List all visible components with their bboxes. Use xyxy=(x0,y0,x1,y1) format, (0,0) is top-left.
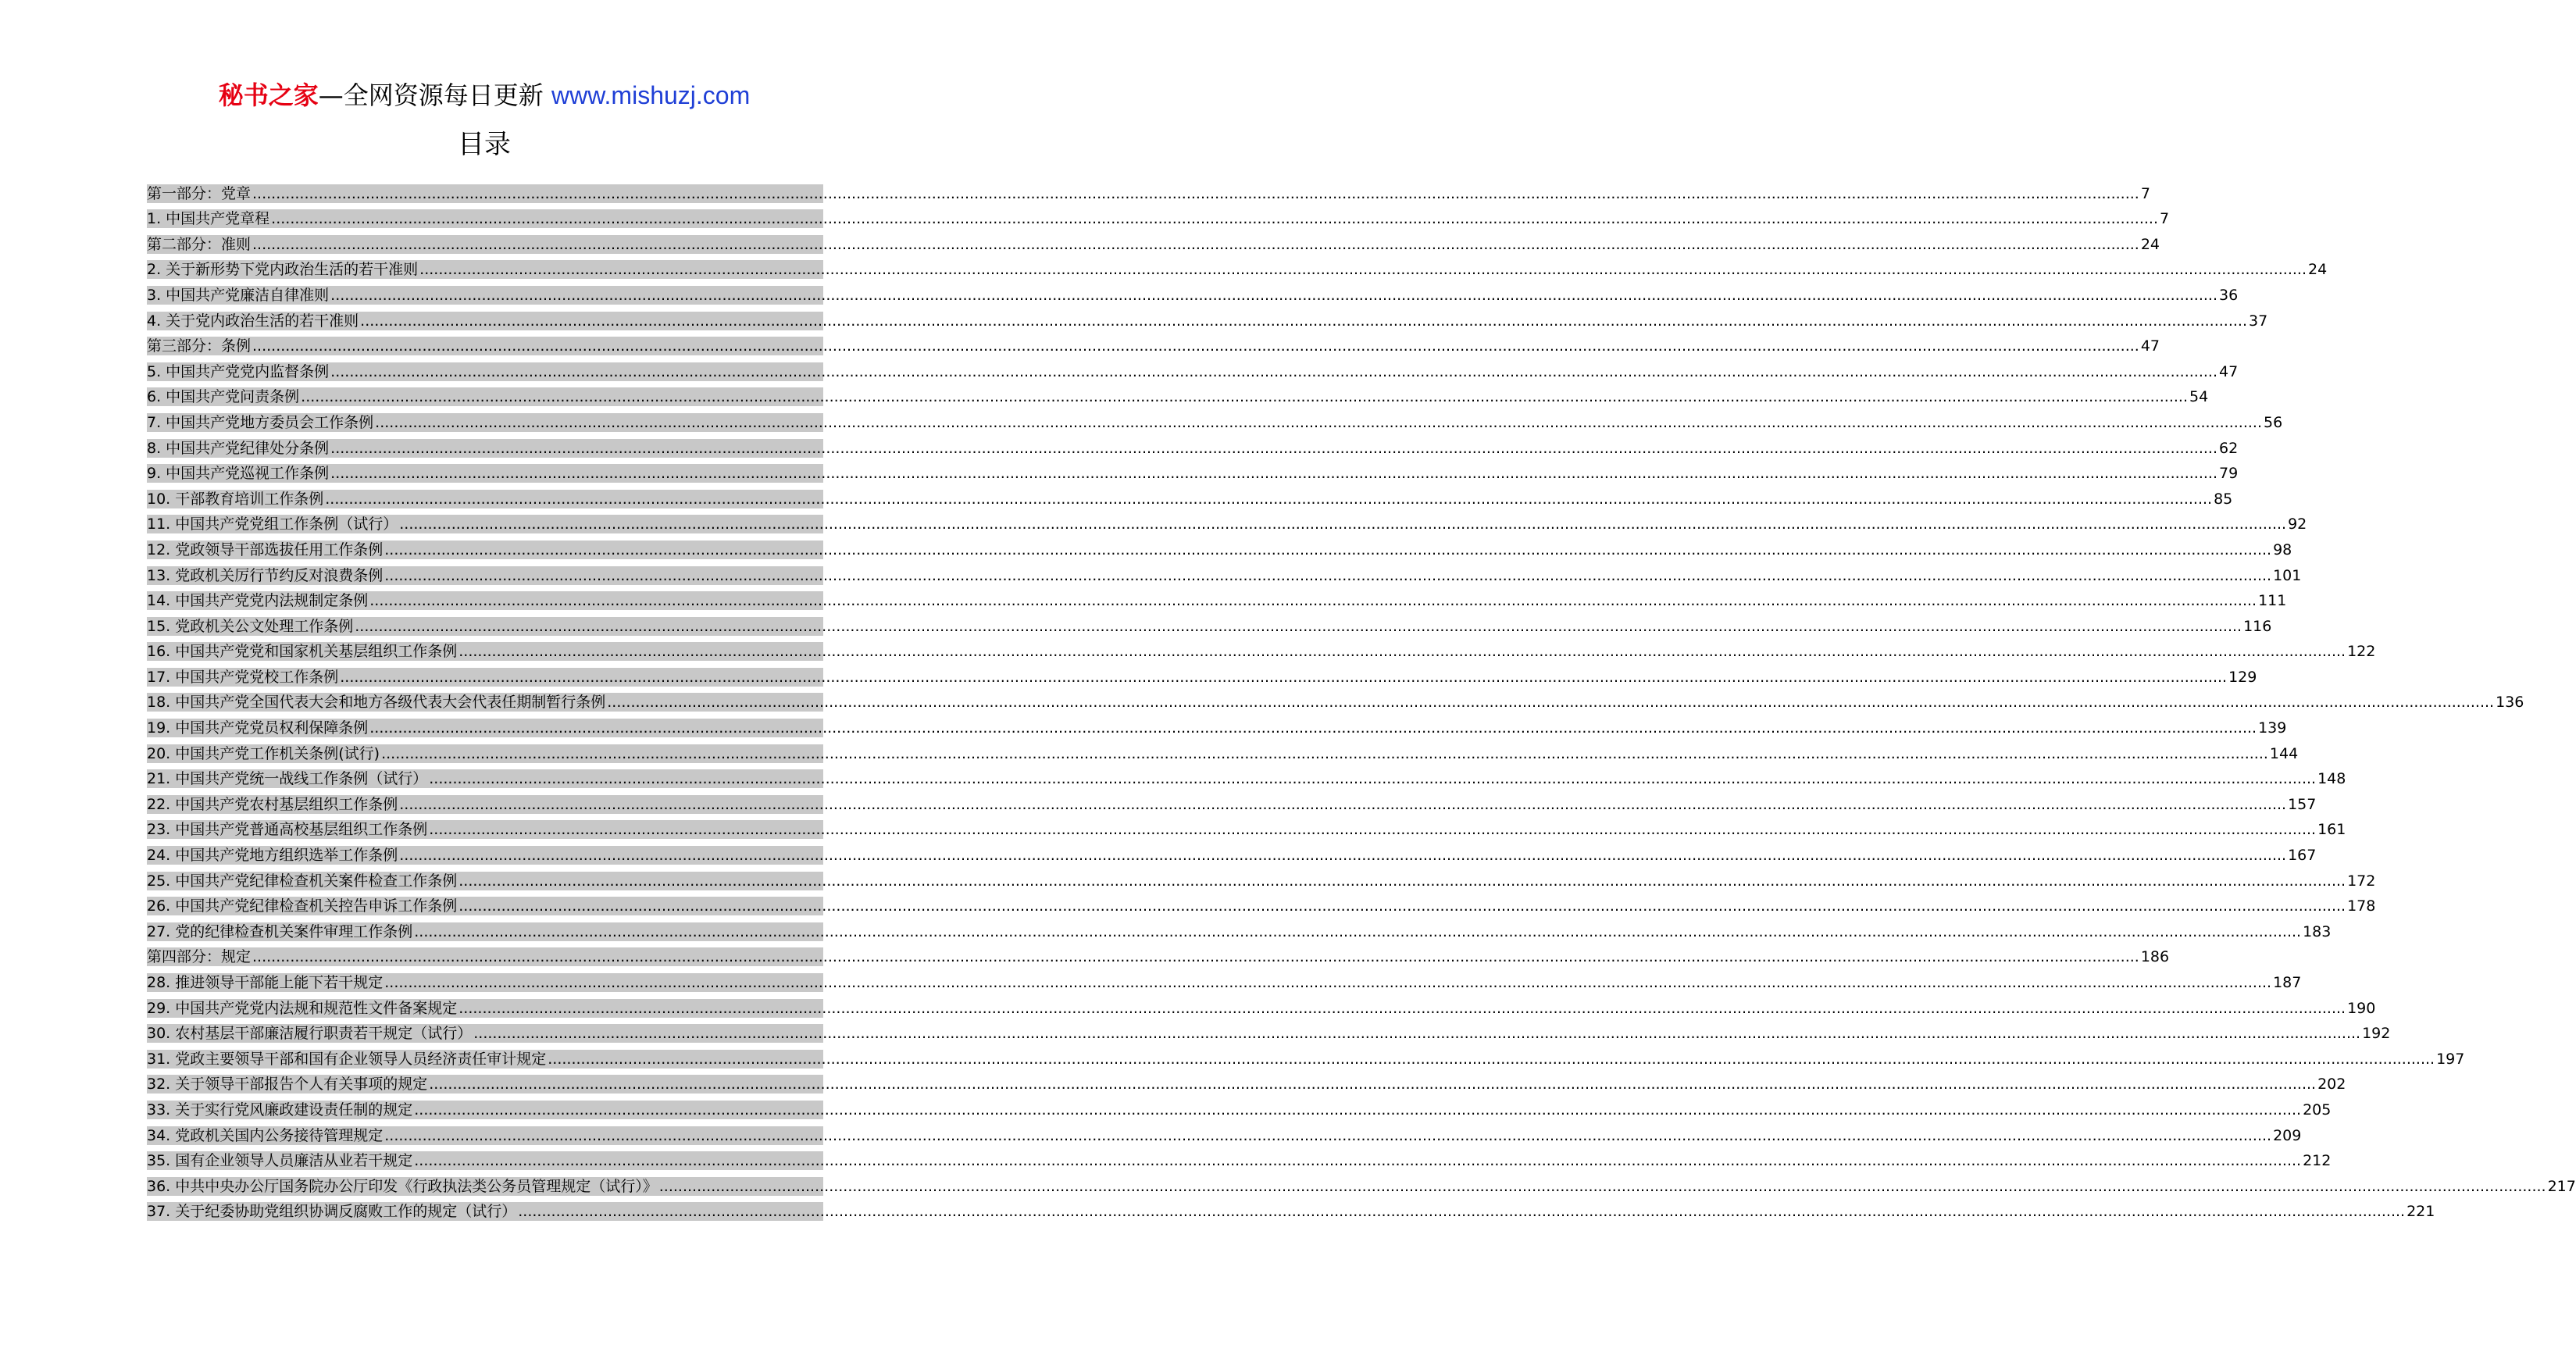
toc-dot-leader: ................................................................................................................................................................................................................................................................................................................................................................................................................ xyxy=(271,210,2158,228)
toc-entry-title: 第一部分：党章 xyxy=(147,184,252,202)
toc-entry-page-number: 37 xyxy=(2249,312,2268,330)
toc-entry-title: 35. 国有企业领导人员廉洁从业若干规定 xyxy=(147,1152,413,1170)
toc-dot-leader: ................................................................................................................................................................................................................................................................................................................................................................................................................ xyxy=(384,974,2272,991)
toc-entry-title: 29. 中国共产党党内法规和规范性文件备案规定 xyxy=(147,999,458,1017)
toc-entry[interactable] xyxy=(147,992,2376,1018)
toc-entry-title: 5. 中国共产党党内监督条例 xyxy=(147,362,330,380)
toc-dot-leader: ................................................................................................................................................................................................................................................................................................................................................................................................................ xyxy=(301,388,2188,406)
toc-entry-link[interactable] xyxy=(147,820,2346,839)
toc-entry[interactable] xyxy=(147,712,2287,737)
toc-dot-leader: ................................................................................................................................................................................................................................................................................................................................................................................................................ xyxy=(330,439,2217,457)
toc-entry-page-number: 205 xyxy=(2303,1101,2332,1118)
toc-entry-link[interactable] xyxy=(147,235,2160,254)
toc-entry[interactable] xyxy=(147,763,2346,789)
toc-entry-page-number: 62 xyxy=(2219,439,2239,457)
toc-entry-page-number: 186 xyxy=(2140,948,2170,966)
toc-entry-link[interactable] xyxy=(147,897,2376,915)
toc-entry-title: 2. 关于新形势下党内政治生活的若干准则 xyxy=(147,261,419,279)
toc-entry-title: 9. 中国共产党巡视工作条例 xyxy=(147,465,330,483)
toc-entry[interactable] xyxy=(147,203,2170,229)
toc-dot-leader: ................................................................................................................................................................................................................................................................................................................................................................................................................ xyxy=(252,184,2139,202)
toc-entry-title: 31. 党政主要领导干部和国有企业领导人员经济责任审计规定 xyxy=(147,1050,547,1068)
toc-entry[interactable] xyxy=(147,1069,2346,1094)
toc-entry-page-number: 7 xyxy=(2140,184,2150,202)
toc-entry[interactable] xyxy=(147,585,2287,611)
site-tagline: —全网资源每日更新 xyxy=(318,80,551,110)
toc-dot-leader: ................................................................................................................................................................................................................................................................................................................................................................................................................ xyxy=(399,795,2287,813)
toc-dot-leader: ................................................................................................................................................................................................................................................................................................................................................................................................................ xyxy=(355,617,2242,635)
toc-entry[interactable] xyxy=(147,1043,2465,1069)
toc-entry[interactable] xyxy=(147,890,2376,916)
toc-entry[interactable] xyxy=(147,406,2283,432)
toc-dot-leader: ................................................................................................................................................................................................................................................................................................................................................................................................................ xyxy=(429,770,2317,788)
toc-dot-leader: ................................................................................................................................................................................................................................................................................................................................................................................................................ xyxy=(458,897,2346,915)
toc-entry-link[interactable] xyxy=(147,973,2302,992)
toc-entry-title: 4. 关于党内政治生活的若干准则 xyxy=(147,312,359,330)
toc-entry-link[interactable] xyxy=(147,1024,2391,1043)
toc-entry-title: 30. 农村基层干部廉洁履行职责若干规定（试行） xyxy=(147,1025,473,1043)
toc-dot-leader: ................................................................................................................................................................................................................................................................................................................................................................................................................ xyxy=(330,465,2217,483)
toc-entry-page-number: 212 xyxy=(2303,1152,2332,1170)
toc-entry-title: 19. 中国共产党党员权利保障条例 xyxy=(147,719,369,737)
toc-entry-page-number: 36 xyxy=(2219,286,2239,304)
toc-entry-title: 34. 党政机关国内公务接待管理规定 xyxy=(147,1126,384,1144)
toc-entry-title: 第四部分：规定 xyxy=(147,948,252,966)
toc-entry-link[interactable] xyxy=(147,1126,2302,1145)
toc-entry[interactable] xyxy=(147,228,2160,254)
toc-entry-page-number: 111 xyxy=(2258,592,2287,610)
toc-dot-leader: ................................................................................................................................................................................................................................................................................................................................................................................................................ xyxy=(414,1101,2302,1118)
toc-entry-page-number: 47 xyxy=(2219,362,2239,380)
toc-entry-link[interactable] xyxy=(147,744,2299,763)
toc-entry[interactable] xyxy=(147,483,2233,508)
toc-entry-title: 10. 干部教育培训工作条例 xyxy=(147,490,324,508)
toc-entry-title: 33. 关于实行党风廉政建设责任制的规定 xyxy=(147,1101,413,1118)
toc-entry[interactable] xyxy=(147,1018,2391,1044)
toc-entry-title: 25. 中国共产党纪律检查机关案件检查工作条例 xyxy=(147,872,458,890)
toc-entry-page-number: 192 xyxy=(2362,1025,2391,1043)
toc-dot-leader: ................................................................................................................................................................................................................................................................................................................................................................................................................ xyxy=(384,1126,2272,1144)
toc-entry-title: 18. 中国共产党全国代表大会和地方各级代表大会代表任期制暂行条例 xyxy=(147,694,606,712)
toc-entry-title: 24. 中国共产党地方组织选举工作条例 xyxy=(147,847,398,865)
toc-dot-leader: ................................................................................................................................................................................................................................................................................................................................................................................................................ xyxy=(414,1152,2302,1170)
toc-entry-link[interactable] xyxy=(147,1202,2435,1221)
toc-entry-page-number: 172 xyxy=(2347,872,2376,890)
toc-entry-page-number: 85 xyxy=(2214,490,2233,508)
toc-entry-title: 22. 中国共产党农村基层组织工作条例 xyxy=(147,795,398,813)
toc-entry-page-number: 197 xyxy=(2436,1050,2465,1068)
toc-entry-link[interactable] xyxy=(147,846,2317,865)
toc-entry-link[interactable] xyxy=(147,999,2376,1018)
toc-entry-link[interactable] xyxy=(147,1177,2576,1196)
toc-entry-title: 8. 中国共产党纪律处分条例 xyxy=(147,439,330,457)
toc-entry-page-number: 187 xyxy=(2273,974,2302,991)
toc-entry-link[interactable] xyxy=(147,490,2233,508)
toc-entry-link[interactable] xyxy=(147,1101,2332,1119)
toc-entry-link[interactable] xyxy=(147,1050,2465,1069)
brand-name: 秘书之家 xyxy=(218,80,319,110)
toc-entry-title: 15. 党政机关公文处理工作条例 xyxy=(147,617,354,635)
toc-entry-link[interactable] xyxy=(147,719,2287,737)
toc-entry[interactable] xyxy=(147,610,2272,636)
toc-entry-title: 26. 中国共产党纪律检查机关控告申诉工作条例 xyxy=(147,897,458,915)
toc-entry[interactable] xyxy=(147,508,2307,534)
toc-entry-link[interactable] xyxy=(147,337,2160,355)
toc-entry-link[interactable] xyxy=(147,795,2317,814)
toc-dot-leader: ................................................................................................................................................................................................................................................................................................................................................................................................................ xyxy=(518,1203,2406,1221)
toc-entry-page-number: 24 xyxy=(2308,261,2328,279)
toc-entry-link[interactable] xyxy=(147,668,2257,687)
toc-entry-link[interactable] xyxy=(147,1151,2332,1170)
toc-dot-leader: ................................................................................................................................................................................................................................................................................................................................................................................................................ xyxy=(375,413,2262,431)
toc-entry[interactable] xyxy=(147,533,2292,559)
toc-entry-page-number: 148 xyxy=(2317,770,2346,788)
toc-entry-page-number: 116 xyxy=(2243,617,2272,635)
toc-entry[interactable] xyxy=(147,814,2346,840)
toc-dot-leader: ................................................................................................................................................................................................................................................................................................................................................................................................................ xyxy=(548,1050,2435,1068)
toc-entry-link[interactable] xyxy=(147,439,2239,458)
toc-entry[interactable] xyxy=(147,330,2160,356)
toc-dot-leader: ................................................................................................................................................................................................................................................................................................................................................................................................................ xyxy=(658,1177,2546,1195)
toc-entry-title: 3. 中国共产党廉洁自律准则 xyxy=(147,286,330,304)
toc-entry[interactable] xyxy=(147,1145,2332,1171)
toc-entry-title: 第三部分：条例 xyxy=(147,337,252,355)
table-of-contents xyxy=(147,177,2576,1221)
toc-dot-leader: ................................................................................................................................................................................................................................................................................................................................................................................................................ xyxy=(384,566,2272,584)
toc-entry[interactable] xyxy=(147,1119,2302,1145)
toc-dot-leader: ................................................................................................................................................................................................................................................................................................................................................................................................................ xyxy=(399,516,2287,533)
toc-entry[interactable] xyxy=(147,381,2209,407)
toc-entry[interactable] xyxy=(147,737,2299,763)
toc-entry-link[interactable] xyxy=(147,387,2209,406)
toc-dot-leader: ................................................................................................................................................................................................................................................................................................................................................................................................................ xyxy=(252,337,2139,355)
toc-entry[interactable] xyxy=(147,687,2524,712)
toc-entry-page-number: 190 xyxy=(2347,999,2376,1017)
toc-dot-leader: ................................................................................................................................................................................................................................................................................................................................................................................................................ xyxy=(458,999,2346,1017)
document-title: 目录 xyxy=(458,129,511,160)
toc-entry-link[interactable] xyxy=(147,872,2376,890)
toc-dot-leader: ................................................................................................................................................................................................................................................................................................................................................................................................................ xyxy=(458,643,2346,661)
toc-dot-leader: ................................................................................................................................................................................................................................................................................................................................................................................................................ xyxy=(473,1025,2361,1043)
toc-entry-page-number: 101 xyxy=(2273,566,2302,584)
toc-entry-page-number: 122 xyxy=(2347,643,2376,661)
toc-dot-leader: ................................................................................................................................................................................................................................................................................................................................................................................................................ xyxy=(381,744,2268,762)
toc-entry-link[interactable] xyxy=(147,947,2170,966)
toc-entry[interactable] xyxy=(147,636,2376,662)
toc-entry[interactable] xyxy=(147,941,2170,967)
toc-entry-link[interactable] xyxy=(147,541,2292,559)
toc-entry-page-number: 92 xyxy=(2288,516,2307,533)
toc-entry-page-number: 178 xyxy=(2347,897,2376,915)
toc-entry-title: 32. 关于领导干部报告个人有关事项的规定 xyxy=(147,1076,428,1094)
toc-entry-title: 16. 中国共产党党和国家机关基层组织工作条例 xyxy=(147,643,458,661)
toc-entry[interactable] xyxy=(147,305,2268,330)
toc-entry-title: 第二部分：准则 xyxy=(147,235,252,253)
toc-entry-title: 11. 中国共产党党组工作条例（试行） xyxy=(147,516,398,533)
toc-dot-leader: ................................................................................................................................................................................................................................................................................................................................................................................................................ xyxy=(419,261,2307,279)
toc-dot-leader: ................................................................................................................................................................................................................................................................................................................................................................................................................ xyxy=(252,948,2139,966)
toc-entry-page-number: 54 xyxy=(2189,388,2209,406)
toc-entry-page-number: 7 xyxy=(2160,210,2170,228)
toc-entry-page-number: 79 xyxy=(2219,465,2239,483)
toc-entry-link[interactable] xyxy=(147,286,2239,305)
toc-dot-leader: ................................................................................................................................................................................................................................................................................................................................................................................................................ xyxy=(399,847,2287,865)
toc-dot-leader: ................................................................................................................................................................................................................................................................................................................................................................................................................ xyxy=(369,592,2257,610)
toc-entry-link[interactable] xyxy=(147,260,2328,279)
toc-entry-link[interactable] xyxy=(147,464,2239,483)
toc-dot-leader: ................................................................................................................................................................................................................................................................................................................................................................................................................ xyxy=(330,286,2217,304)
toc-dot-leader: ................................................................................................................................................................................................................................................................................................................................................................................................................ xyxy=(340,668,2228,686)
toc-entry[interactable] xyxy=(147,559,2302,585)
toc-entry-title: 27. 党的纪律检查机关案件审理工作条例 xyxy=(147,922,413,940)
toc-entry-link[interactable] xyxy=(147,566,2302,585)
toc-entry[interactable] xyxy=(147,839,2317,865)
toc-entry-link[interactable] xyxy=(147,312,2268,330)
toc-entry-page-number: 167 xyxy=(2288,847,2317,865)
site-url-link[interactable]: www.mishuzj.com xyxy=(551,81,751,109)
toc-entry-page-number: 24 xyxy=(2140,235,2160,253)
toc-entry[interactable] xyxy=(147,1170,2576,1196)
toc-dot-leader: ................................................................................................................................................................................................................................................................................................................................................................................................................ xyxy=(429,1076,2317,1094)
toc-entry-title: 14. 中国共产党党内法规制定条例 xyxy=(147,592,369,610)
toc-entry-page-number: 209 xyxy=(2273,1126,2302,1144)
toc-entry-title: 6. 中国共产党问责条例 xyxy=(147,388,300,406)
toc-dot-leader: ................................................................................................................................................................................................................................................................................................................................................................................................................ xyxy=(458,872,2346,890)
toc-entry-title: 1. 中国共产党章程 xyxy=(147,210,270,228)
toc-entry-title: 21. 中国共产党统一战线工作条例（试行） xyxy=(147,770,428,788)
toc-entry-page-number: 98 xyxy=(2273,541,2292,558)
toc-entry-link[interactable] xyxy=(147,209,2170,228)
toc-entry[interactable] xyxy=(147,865,2376,890)
toc-entry-title: 20. 中国共产党工作机关条例(试行) xyxy=(147,744,380,762)
toc-entry[interactable] xyxy=(147,458,2239,483)
toc-dot-leader: ................................................................................................................................................................................................................................................................................................................................................................................................................ xyxy=(384,541,2272,558)
toc-entry-page-number: 202 xyxy=(2317,1076,2346,1094)
toc-entry-link[interactable] xyxy=(147,515,2307,533)
toc-entry-link[interactable] xyxy=(147,184,2150,203)
toc-entry-title: 28. 推进领导干部能上能下若干规定 xyxy=(147,974,384,991)
toc-entry[interactable] xyxy=(147,966,2302,992)
toc-entry-page-number: 56 xyxy=(2264,413,2283,431)
toc-dot-leader: ................................................................................................................................................................................................................................................................................................................................................................................................................ xyxy=(414,922,2302,940)
toc-entry[interactable] xyxy=(147,254,2328,280)
toc-entry-title: 36. 中共中央办公厅国务院办公厅印发《行政执法类公务员管理规定（试行）》 xyxy=(147,1177,658,1195)
toc-entry-page-number: 157 xyxy=(2288,795,2317,813)
toc-entry[interactable] xyxy=(147,1196,2435,1222)
toc-entry-link[interactable] xyxy=(147,642,2376,661)
toc-entry[interactable] xyxy=(147,355,2239,381)
toc-entry-title: 17. 中国共产党党校工作条例 xyxy=(147,668,339,686)
toc-entry-link[interactable] xyxy=(147,591,2287,610)
toc-entry-link[interactable] xyxy=(147,922,2332,941)
toc-dot-leader: ................................................................................................................................................................................................................................................................................................................................................................................................................ xyxy=(325,490,2213,508)
site-header xyxy=(0,78,969,112)
toc-dot-leader: ................................................................................................................................................................................................................................................................................................................................................................................................................ xyxy=(252,235,2139,253)
toc-entry-link[interactable] xyxy=(147,1075,2346,1094)
toc-entry-title: 23. 中国共产党普通高校基层组织工作条例 xyxy=(147,821,428,839)
toc-entry-page-number: 161 xyxy=(2317,821,2346,839)
toc-entry[interactable] xyxy=(147,177,2150,203)
toc-entry-title: 13. 党政机关厉行节约反对浪费条例 xyxy=(147,566,384,584)
toc-entry-link[interactable] xyxy=(147,413,2283,432)
toc-entry[interactable] xyxy=(147,788,2317,814)
toc-entry-page-number: 129 xyxy=(2228,668,2257,686)
toc-entry[interactable] xyxy=(147,1094,2332,1119)
toc-dot-leader: ................................................................................................................................................................................................................................................................................................................................................................................................................ xyxy=(429,821,2317,839)
toc-entry-title: 37. 关于纪委协助党组织协调反腐败工作的规定（试行） xyxy=(147,1203,517,1221)
toc-entry-page-number: 139 xyxy=(2258,719,2287,737)
toc-dot-leader: ................................................................................................................................................................................................................................................................................................................................................................................................................ xyxy=(369,719,2257,737)
toc-entry-page-number: 221 xyxy=(2407,1203,2435,1221)
toc-entry-page-number: 144 xyxy=(2269,744,2299,762)
toc-entry[interactable] xyxy=(147,432,2239,458)
toc-entry-link[interactable] xyxy=(147,693,2524,712)
toc-entry-link[interactable] xyxy=(147,617,2272,636)
toc-entry-page-number: 136 xyxy=(2496,694,2524,712)
toc-dot-leader: ................................................................................................................................................................................................................................................................................................................................................................................................................ xyxy=(360,312,2247,330)
toc-entry[interactable] xyxy=(147,915,2332,941)
toc-entry-page-number: 217 xyxy=(2547,1177,2576,1195)
toc-entry[interactable] xyxy=(147,661,2257,687)
toc-entry[interactable] xyxy=(147,279,2239,305)
toc-dot-leader: ................................................................................................................................................................................................................................................................................................................................................................................................................ xyxy=(330,362,2217,380)
toc-entry-page-number: 47 xyxy=(2140,337,2160,355)
toc-dot-leader: ................................................................................................................................................................................................................................................................................................................................................................................................................ xyxy=(607,694,2495,712)
toc-entry-title: 12. 党政领导干部选拔任用工作条例 xyxy=(147,541,384,558)
toc-entry-link[interactable] xyxy=(147,769,2346,788)
toc-entry-page-number: 183 xyxy=(2303,922,2332,940)
toc-entry-link[interactable] xyxy=(147,362,2239,381)
toc-entry-title: 7. 中国共产党地方委员会工作条例 xyxy=(147,413,374,431)
